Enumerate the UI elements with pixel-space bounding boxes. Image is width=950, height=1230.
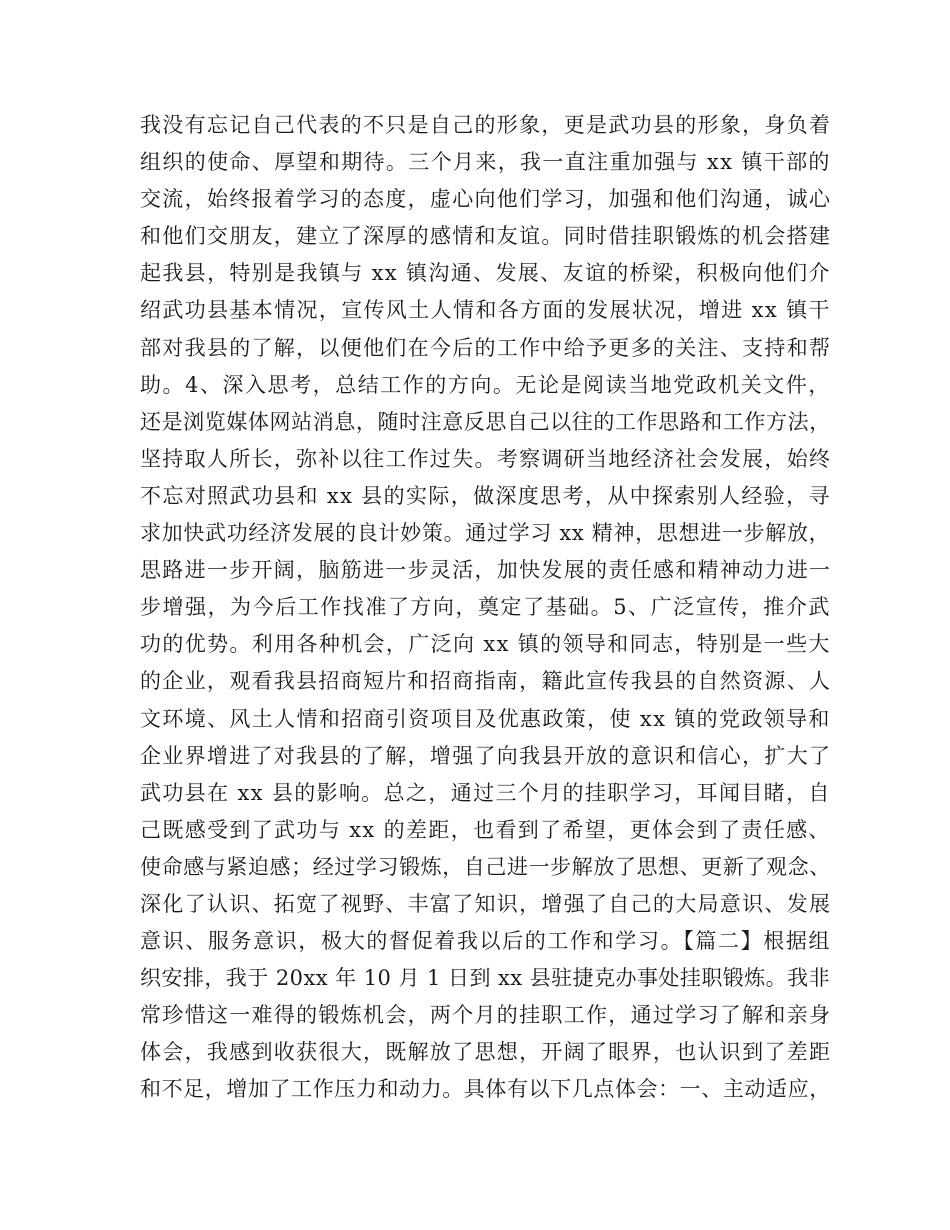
- text-line: 体会，我感到收获很大，既解放了思想，开阔了眼界，也认识到了差距: [140, 1040, 832, 1065]
- text-line: 和他们交朋友，建立了深厚的感情和友谊。同时借挂职锻炼的机会搭建: [140, 224, 832, 249]
- text-line: 己既感受到了武功与 xx 的差距，也看到了希望，更体会到了责任感、: [140, 817, 831, 842]
- text-line: 交流，始终报着学习的态度，虚心向他们学习，加强和他们沟通，诚心: [140, 187, 832, 212]
- text-line: 深化了认识、拓宽了视野、丰富了知识，增强了自己的大局意识、发展: [140, 891, 832, 916]
- text-line: 和不足，增加了工作压力和动力。具体有以下几点体会：一、主动适应，: [140, 1077, 831, 1102]
- text-line: 步增强，为今后工作找准了方向，奠定了基础。5、广泛宣传，推介武: [140, 595, 831, 620]
- text-line: 组织的使命、厚望和期待。三个月来，我一直注重加强与 xx 镇干部的: [140, 150, 831, 175]
- text-line: 助。4、深入思考，总结工作的方向。无论是阅读当地党政机关文件，: [140, 372, 831, 397]
- text-line: 坚持取人所长，弥补以往工作过失。考察调研当地经济社会发展，始终: [140, 446, 832, 471]
- text-line: 绍武功县基本情况，宣传风土人情和各方面的发展状况，增进 xx 镇干: [140, 298, 831, 323]
- text-line: 的企业，观看我县招商短片和招商指南，籍此宣传我县的自然资源、人: [140, 669, 832, 694]
- text-line: 思路进一步开阔，脑筋进一步灵活，加快发展的责任感和精神动力进一: [140, 558, 832, 583]
- text-line: 功的优势。利用各种机会，广泛向 xx 镇的领导和同志，特别是一些大: [140, 632, 831, 657]
- text-line: 还是浏览媒体网站消息，随时注意反思自己以往的工作思路和工作方法，: [140, 409, 831, 434]
- text-line: 武功县在 xx 县的影响。总之，通过三个月的挂职学习，耳闻目睹，自: [140, 780, 831, 805]
- text-line: 不忘对照武功县和 xx 县的实际，做深度思考，从中探索别人经验，寻: [140, 483, 831, 508]
- text-line: 我没有忘记自己代表的不只是自己的形象，更是武功县的形象，身负着: [140, 113, 832, 137]
- text-line: 常珍惜这一难得的锻炼机会，两个月的挂职工作，通过学习了解和亲身: [140, 1003, 832, 1028]
- text-line: 部对我县的了解，以便他们在今后的工作中给予更多的关注、支持和帮: [140, 335, 832, 360]
- text-line: 意识、服务意识，极大的督促着我以后的工作和学习。【篇二】根据组: [140, 929, 832, 954]
- text-line: 使命感与紧迫感；经过学习锻炼，自己进一步解放了思想、更新了观念、: [140, 854, 831, 879]
- body-text: [140, 107, 840, 1109]
- text-line: 织安排，我于 20xx 年 10 月 1 日到 xx 县驻捷克办事处挂职锻炼。我非: [140, 966, 831, 991]
- text-line: 起我县，特别是我镇与 xx 镇沟通、发展、友谊的桥梁，积极向他们介: [140, 261, 831, 286]
- text-line: 求加快武功经济发展的良计妙策。通过学习 xx 精神，思想进一步解放，: [140, 521, 831, 546]
- text-line: 文环境、风土人情和招商引资项目及优惠政策，使 xx 镇的党政领导和: [140, 706, 831, 731]
- text-line: 企业界增进了对我县的了解，增强了向我县开放的意识和信心，扩大了: [140, 743, 832, 768]
